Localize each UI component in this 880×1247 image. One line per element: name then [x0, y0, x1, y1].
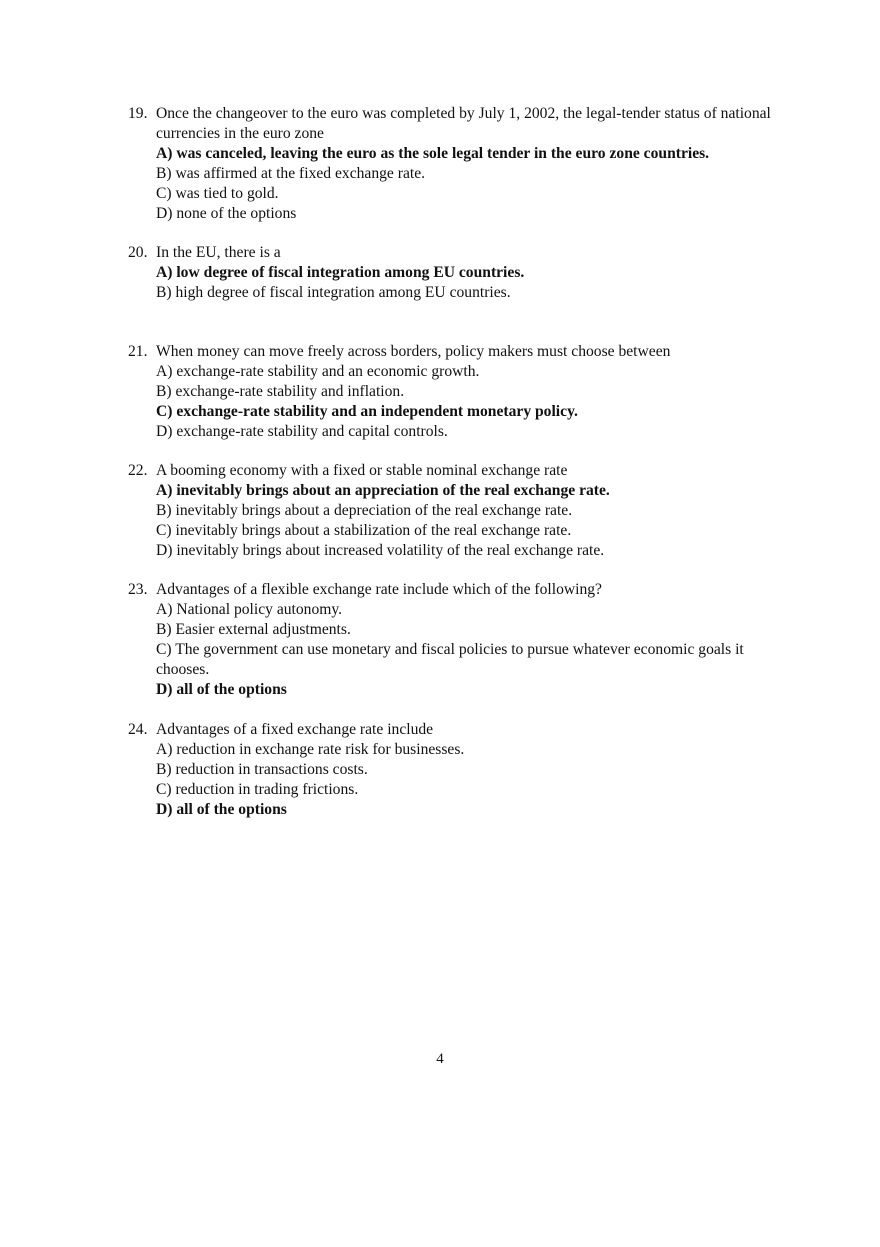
question-19	[128, 104, 788, 224]
option-b: B) Easier external adjustments.	[156, 621, 351, 638]
option-c: C) The government can use monetary and fiscal policies to pursue whatever economic goals it chooses.	[156, 641, 744, 678]
question-stem: Advantages of a flexible exchange rate include which of the following?	[156, 581, 602, 598]
option-b: B) high degree of fiscal integration among EU countries.	[156, 284, 511, 301]
question-24	[128, 720, 788, 820]
question-20	[128, 243, 788, 303]
page-number: 4	[436, 1051, 444, 1067]
option-c: C) was tied to gold.	[156, 185, 279, 202]
option-a: A) low degree of fiscal integration among EU countries.	[156, 264, 525, 281]
option-a: A) was canceled, leaving the euro as the sole legal tender in the euro zone countries.	[156, 145, 710, 162]
question-stem: Once the changeover to the euro was completed by July 1, 2002, the legal-tender status of national currencies in the euro zone	[156, 105, 771, 142]
question-number: 23.	[128, 581, 148, 598]
question-stem: When money can move freely across borders, policy makers must choose between	[156, 343, 671, 360]
question-header	[128, 461, 788, 481]
option-a: A) reduction in exchange rate risk for businesses.	[156, 741, 465, 758]
question-22	[128, 461, 788, 561]
question-stem: A booming economy with a fixed or stable nominal exchange rate	[156, 462, 568, 479]
option-d: D) all of the options	[156, 801, 287, 818]
option-a: A) exchange-rate stability and an economic growth.	[156, 363, 480, 380]
option-a: A) National policy autonomy.	[156, 601, 343, 618]
question-23	[128, 580, 788, 700]
question-header	[128, 243, 788, 263]
option-b: B) inevitably brings about a depreciation of the real exchange rate.	[156, 502, 573, 519]
question-number: 24.	[128, 721, 148, 738]
question-header	[128, 720, 788, 740]
question-stem: Advantages of a fixed exchange rate include	[156, 721, 434, 738]
question-number: 19.	[128, 105, 148, 122]
option-d: D) none of the options	[156, 205, 297, 222]
question-header	[128, 342, 788, 362]
option-d: D) exchange-rate stability and capital controls.	[156, 423, 448, 440]
option-d: D) all of the options	[156, 681, 287, 698]
question-number: 21.	[128, 343, 148, 360]
question-21	[128, 342, 788, 442]
option-c: C) reduction in trading frictions.	[156, 781, 359, 798]
option-a: A) inevitably brings about an appreciation of the real exchange rate.	[156, 482, 610, 499]
option-c: C) exchange-rate stability and an independent monetary policy.	[156, 403, 578, 420]
option-b: B) exchange-rate stability and inflation.	[156, 383, 405, 400]
option-b: B) was affirmed at the fixed exchange rate.	[156, 165, 426, 182]
question-stem: In the EU, there is a	[156, 244, 281, 261]
option-c: C) inevitably brings about a stabilization of the real exchange rate.	[156, 522, 572, 539]
question-header	[128, 104, 788, 144]
question-number: 20.	[128, 244, 148, 261]
option-d: D) inevitably brings about increased volatility of the real exchange rate.	[156, 542, 605, 559]
option-b: B) reduction in transactions costs.	[156, 761, 368, 778]
question-number: 22.	[128, 462, 148, 479]
question-header	[128, 580, 788, 600]
